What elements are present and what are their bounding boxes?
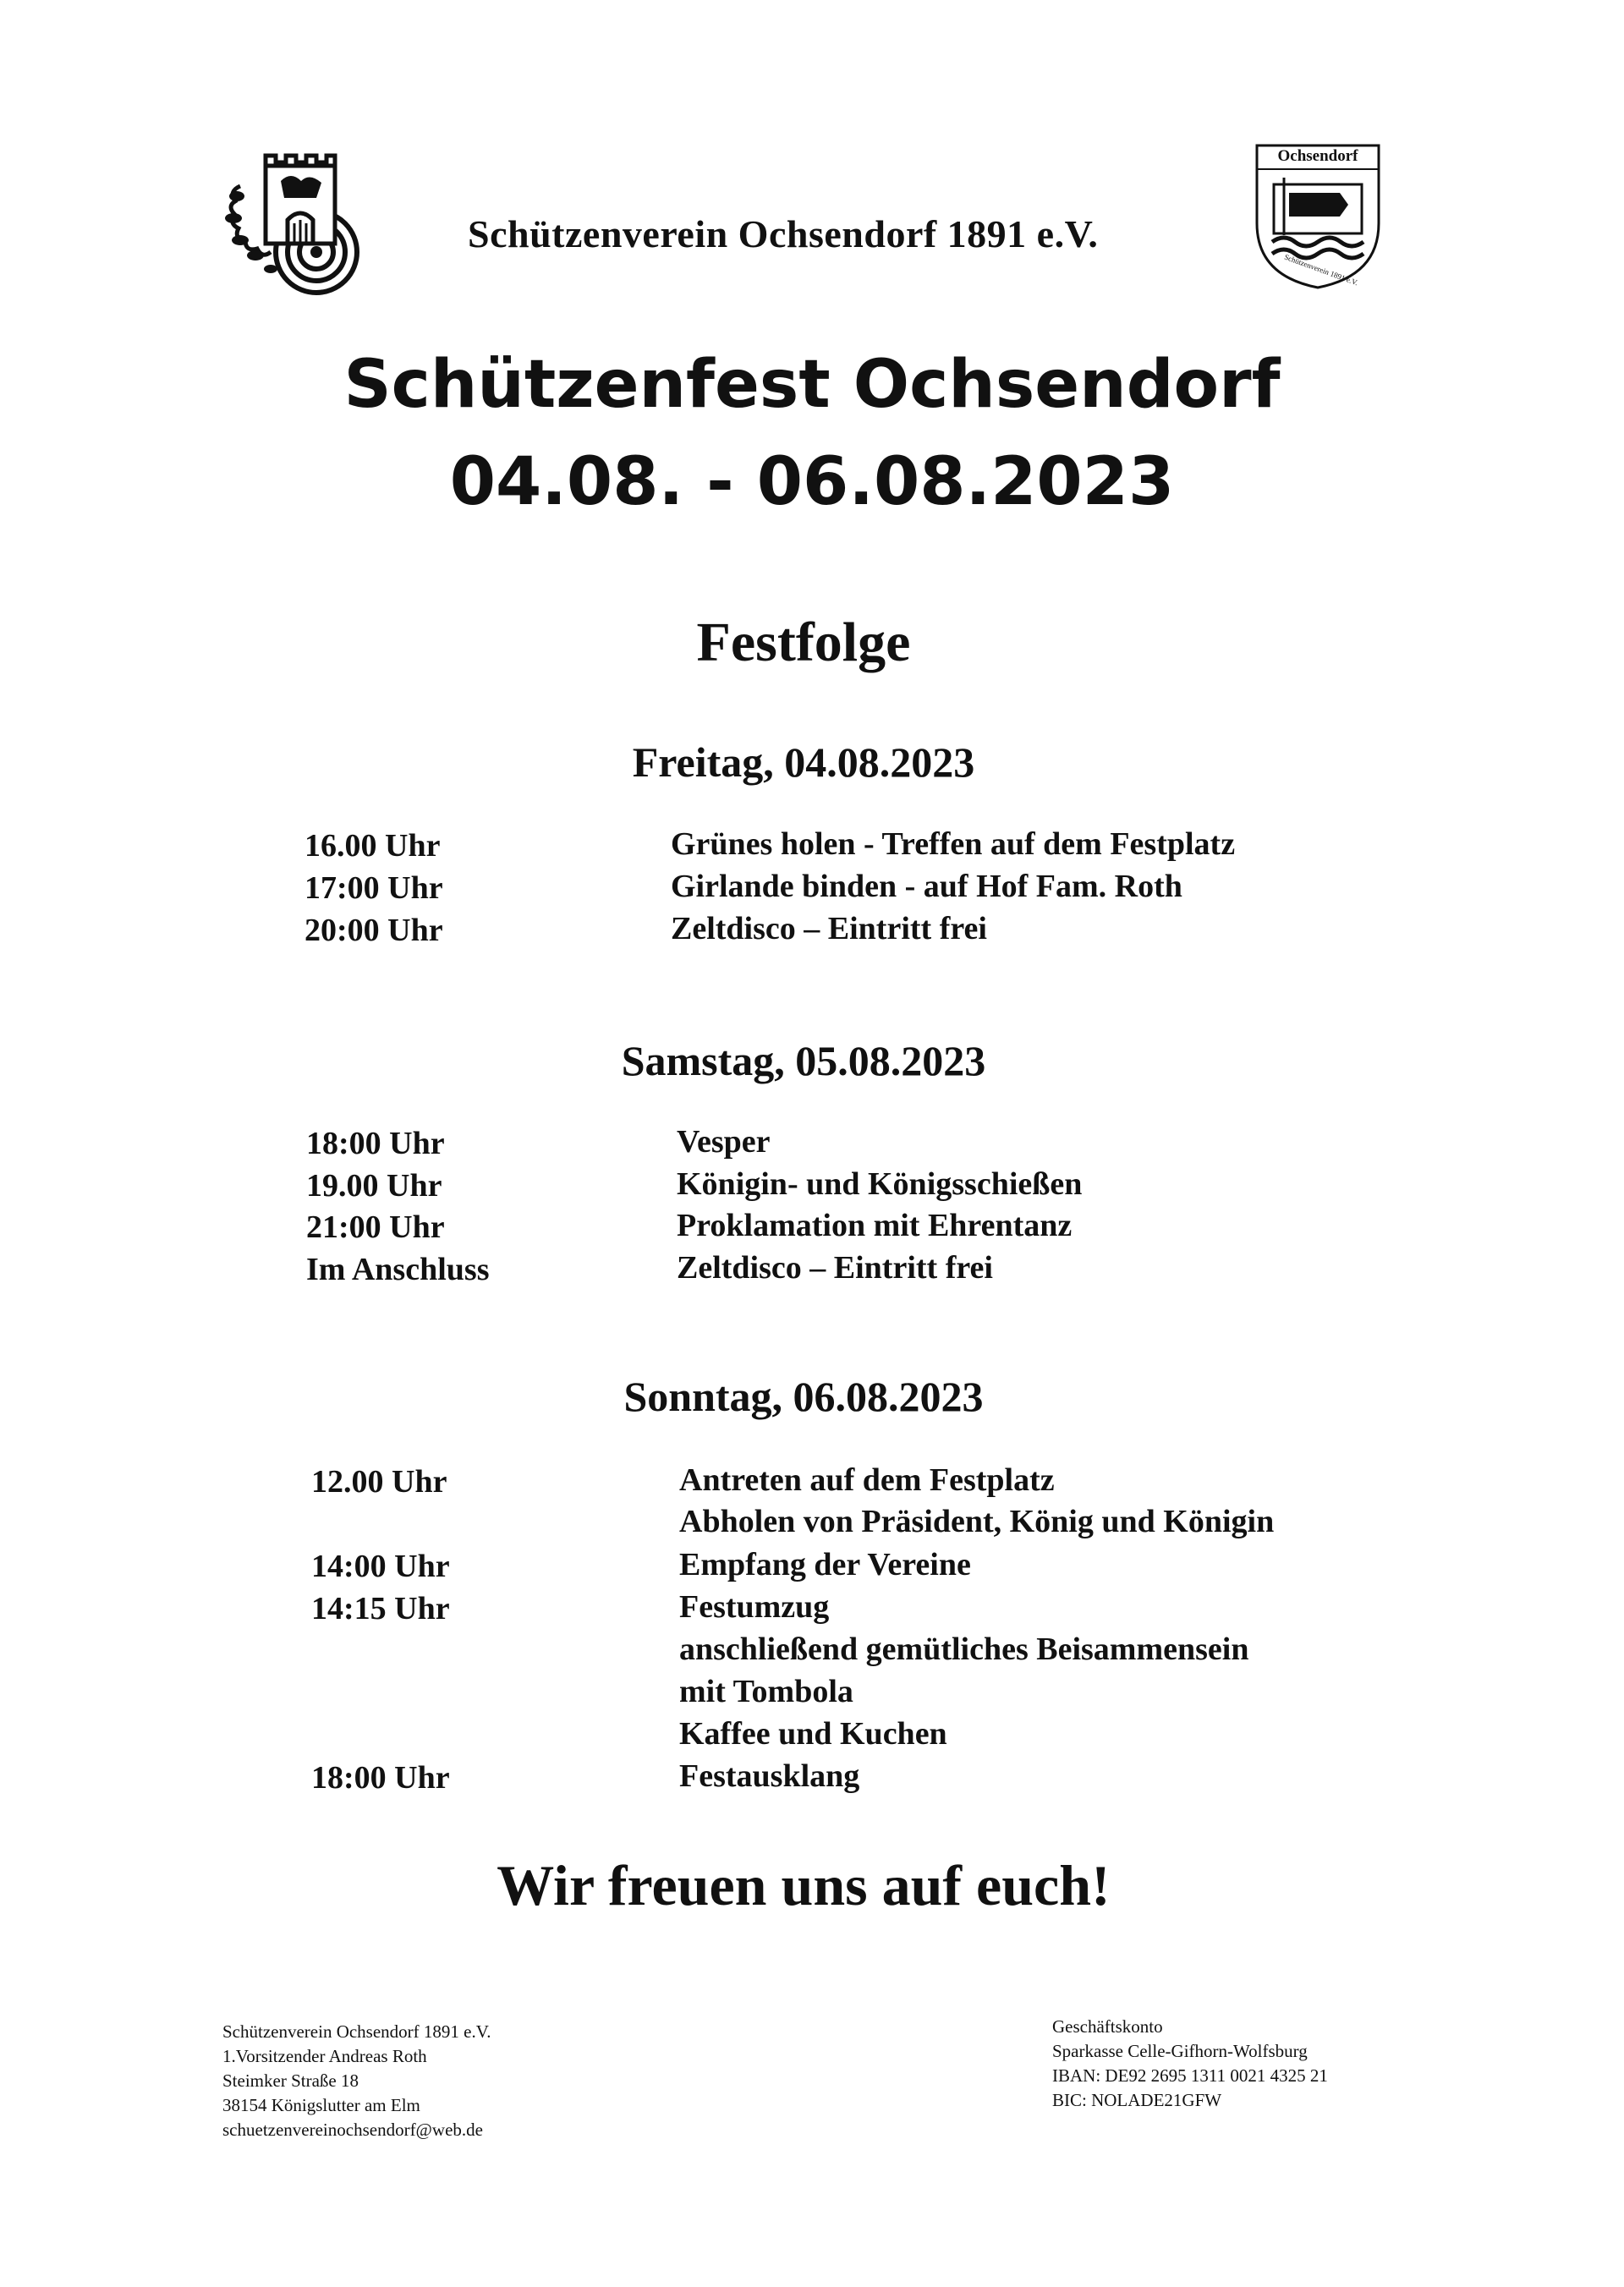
schedule-time: 21:00 Uhr [306, 1209, 445, 1245]
schedule-event: Abholen von Präsident, König und Königin [679, 1504, 1275, 1539]
schedule-time: 18:00 Uhr [311, 1760, 450, 1796]
event-dates: 04.08. - 06.08.2023 [449, 444, 1175, 520]
schedule-time: 18:00 Uhr [306, 1126, 445, 1161]
day-heading-sunday: Sonntag, 06.08.2023 [623, 1373, 984, 1420]
coat-of-arms-top-label: Ochsendorf [1277, 147, 1358, 165]
footer-bank-details [1052, 2015, 1328, 2113]
footer-address [222, 2020, 491, 2142]
schedule-event: Kaffee und Kuchen [679, 1716, 947, 1752]
footer-line: Steimker Straße 18 [222, 2070, 359, 2091]
footer-line: Sparkasse Celle-Gifhorn-Wolfsburg [1052, 2041, 1308, 2061]
footer-line: 38154 Königslutter am Elm [222, 2095, 420, 2115]
footer-line: Schützenverein Ochsendorf 1891 e.V. [222, 2021, 491, 2042]
schedule-event: Grünes holen - Treffen auf dem Festplatz [671, 826, 1236, 862]
schedule-time: 16.00 Uhr [304, 828, 441, 864]
schedule-time: 14:00 Uhr [311, 1549, 450, 1584]
closing-message: Wir freuen uns auf euch! [497, 1853, 1111, 1917]
footer-email: schuetzenvereinochsendorf@web.de [222, 2120, 483, 2140]
schedule-event: anschließend gemütliches Beisammensein [679, 1632, 1249, 1667]
target-crest-icon [222, 152, 391, 296]
program-title: Festfolge [696, 612, 911, 673]
day-heading-friday: Freitag, 04.08.2023 [632, 738, 975, 786]
event-title: Schützenfest Ochsendorf [343, 347, 1281, 423]
schedule-event: Proklamation mit Ehrentanz [677, 1208, 1073, 1243]
schedule-event: Zeltdisco – Eintritt frei [671, 911, 987, 946]
schedule-time: 19.00 Uhr [306, 1168, 442, 1204]
schedule-event: Festausklang [679, 1758, 860, 1794]
schedule-event: Königin- und Königsschießen [677, 1166, 1083, 1202]
club-name: Schützenverein Ochsendorf 1891 e.V. [468, 212, 1099, 255]
schedule-event: Antreten auf dem Festplatz [679, 1462, 1055, 1498]
ochsendorf-coat-of-arms-icon [1250, 140, 1385, 293]
schedule-event: Girlande binden - auf Hof Fam. Roth [671, 869, 1182, 904]
schedule-event: Vesper [677, 1124, 771, 1160]
schedule-time: 20:00 Uhr [304, 913, 443, 948]
schedule-event: Empfang der Vereine [679, 1547, 971, 1582]
footer-line: 1.Vorsitzender Andreas Roth [222, 2046, 427, 2066]
schedule-time: 17:00 Uhr [304, 870, 443, 906]
schedule-event: Festumzug [679, 1589, 830, 1625]
day-heading-saturday: Samstag, 05.08.2023 [621, 1037, 986, 1084]
footer-bic: BIC: NOLADE21GFW [1052, 2090, 1222, 2110]
schedule-event: mit Tombola [679, 1674, 853, 1709]
schedule-time: 12.00 Uhr [311, 1464, 447, 1500]
footer-iban: IBAN: DE92 2695 1311 0021 4325 21 [1052, 2065, 1328, 2086]
schedule-time: Im Anschluss [306, 1252, 490, 1287]
schedule-event: Zeltdisco – Eintritt frei [677, 1250, 993, 1286]
schedule-time: 14:15 Uhr [311, 1591, 450, 1626]
coat-of-arms-bottom-label: Schützenverein 1891 e.V. [1283, 252, 1359, 288]
footer-line: Geschäftskonto [1052, 2016, 1163, 2037]
